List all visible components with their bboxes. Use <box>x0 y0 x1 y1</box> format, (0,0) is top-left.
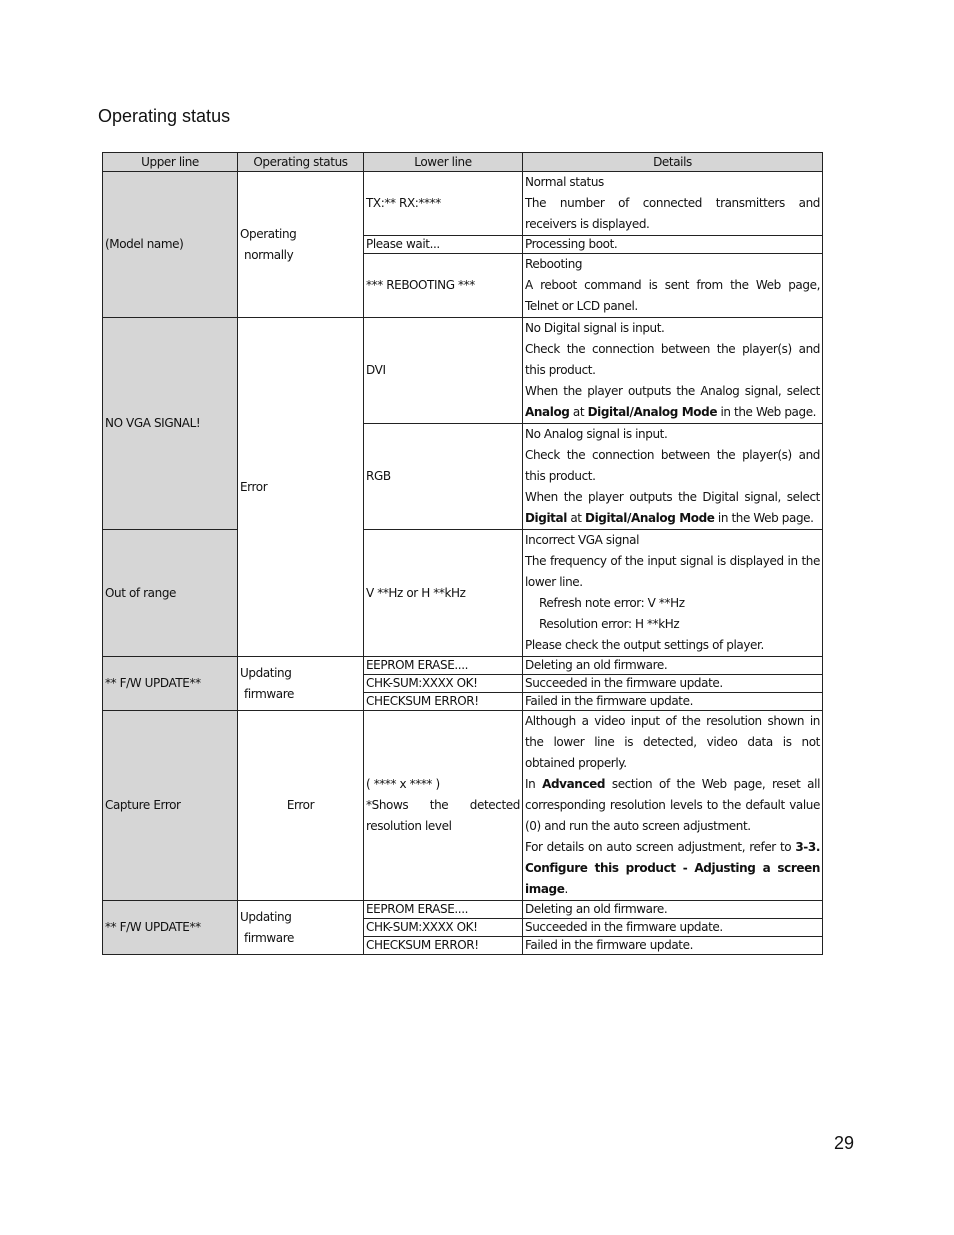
lower-line-rebooting: *** REBOOTING *** <box>364 254 523 318</box>
details-line: No Analog signal is input. <box>525 427 668 441</box>
header-upper-line: Upper line <box>103 153 238 172</box>
status-error: Error <box>238 318 364 657</box>
details-rebooting <box>523 254 823 318</box>
table-row <box>103 318 823 424</box>
lower-line-eeprom-erase: EEPROM ERASE.... <box>364 657 523 675</box>
details-line <box>525 381 820 423</box>
status-line: firmware <box>244 686 294 701</box>
details-line: Although a video input of the resolution shown in the lower line is detected, video data is not obtained properly. <box>525 714 820 770</box>
bold-text: Digital/Analog Mode <box>585 511 715 525</box>
status-line: Updating <box>240 665 292 680</box>
table-row <box>103 901 823 919</box>
table-row <box>103 530 823 657</box>
details-line: Normal status <box>525 175 604 189</box>
header-lower-line: Lower line <box>364 153 523 172</box>
upper-line-capture-error: Capture Error <box>103 711 238 901</box>
details-line: Incorrect VGA signal <box>525 533 640 547</box>
details-line <box>525 487 820 529</box>
bold-text: Digital/Analog Mode <box>587 405 718 419</box>
text-run: For details on auto screen adjustment, refer to <box>525 840 796 854</box>
lower-line-txrx: TX:** RX:**** <box>364 172 523 236</box>
lower-line-checksum-error: CHECKSUM ERROR! <box>364 693 523 711</box>
details-succeeded: Succeeded in the firmware update. <box>523 675 823 693</box>
lower-line-dvi: DVI <box>364 318 523 424</box>
upper-line-out-of-range: Out of range <box>103 530 238 657</box>
details-capture-error <box>523 711 823 901</box>
operating-status-table <box>102 152 823 955</box>
status-error: Error <box>238 711 364 901</box>
lower-line-text: ( **** x **** ) <box>366 777 440 791</box>
details-line: Check the connection between the player(s) and this product. <box>525 342 820 377</box>
text-run: at <box>569 405 588 419</box>
header-operating-status: Operating status <box>238 153 364 172</box>
text-run: in the Web page. <box>714 511 814 525</box>
details-line: Refresh note error: V **Hz <box>539 596 685 610</box>
details-line <box>525 837 820 900</box>
details-rgb <box>523 424 823 530</box>
bold-text: 3-3. Configure this product - Adjusting a screen image <box>525 840 820 896</box>
text-run: When the player outputs the Digital signal, select <box>525 490 820 504</box>
details-processing-boot: Processing boot. <box>523 236 823 254</box>
lower-line-chk-sum: CHK-SUM:XXXX OK! <box>364 675 523 693</box>
lower-line-rgb: RGB <box>364 424 523 530</box>
upper-line-no-vga-signal: NO VGA SIGNAL! <box>103 318 238 530</box>
bold-text: Analog <box>525 405 570 419</box>
details-line: Rebooting <box>525 257 583 271</box>
text-run: in the Web page. <box>717 405 817 419</box>
details-deleting-old: Deleting an old firmware. <box>523 901 823 919</box>
status-operating-normally <box>238 172 364 318</box>
details-failed: Failed in the firmware update. <box>523 693 823 711</box>
page-heading: Operating status <box>98 106 231 126</box>
text-run: at <box>566 511 586 525</box>
lower-line-eeprom-erase: EEPROM ERASE.... <box>364 901 523 919</box>
table-row <box>103 172 823 236</box>
lower-line-v-h-hz: V **Hz or H **kHz <box>364 530 523 657</box>
details-line: Check the connection between the player(s) and this product. <box>525 448 820 483</box>
details-dvi <box>523 318 823 424</box>
lower-line-checksum-error: CHECKSUM ERROR! <box>364 937 523 955</box>
lower-line-text: *Shows the detected resolution level <box>366 798 520 833</box>
text-run: . <box>564 882 568 896</box>
upper-line-fw-update: ** F/W UPDATE** <box>103 901 238 955</box>
details-line: The number of connected transmitters and receivers is displayed. <box>525 196 820 231</box>
status-line: firmware <box>244 930 294 945</box>
text-run: In <box>525 777 543 791</box>
details-line: Resolution error: H **kHz <box>539 617 680 631</box>
lower-line-please-wait: Please wait... <box>364 236 523 254</box>
header-details: Details <box>523 153 823 172</box>
bold-text: Digital <box>525 511 567 525</box>
details-out-of-range <box>523 530 823 657</box>
details-normal-status <box>523 172 823 236</box>
details-line: No Digital signal is input. <box>525 321 665 335</box>
upper-line-model-name: (Model name) <box>103 172 238 318</box>
lower-line-chk-sum: CHK-SUM:XXXX OK! <box>364 919 523 937</box>
upper-line-fw-update: ** F/W UPDATE** <box>103 657 238 711</box>
status-line: Operating <box>240 226 297 241</box>
table-header-row <box>103 153 823 172</box>
details-line: A reboot command is sent from the Web page, Telnet or LCD panel. <box>525 278 820 313</box>
details-deleting-old: Deleting an old firmware. <box>523 657 823 675</box>
status-updating-firmware <box>238 657 364 711</box>
text-run: section of the Web page, reset all corresponding resolution levels to the default value (0) and run the auto screen adjustment. <box>525 777 821 833</box>
status-line: normally <box>244 247 294 262</box>
status-line: Updating <box>240 909 292 924</box>
bold-text: Advanced <box>542 777 606 791</box>
details-line <box>525 774 820 837</box>
details-failed: Failed in the firmware update. <box>523 937 823 955</box>
details-line: Please check the output settings of player. <box>525 638 764 652</box>
status-updating-firmware <box>238 901 364 955</box>
details-succeeded: Succeeded in the firmware update. <box>523 919 823 937</box>
table-row <box>103 711 823 901</box>
text-run: When the player outputs the Analog signal, select <box>525 384 820 398</box>
table-row <box>103 657 823 675</box>
page-number: 29 <box>834 1133 855 1153</box>
lower-line-resolution <box>364 711 523 901</box>
details-line: The frequency of the input signal is displayed in the lower line. <box>525 554 820 589</box>
